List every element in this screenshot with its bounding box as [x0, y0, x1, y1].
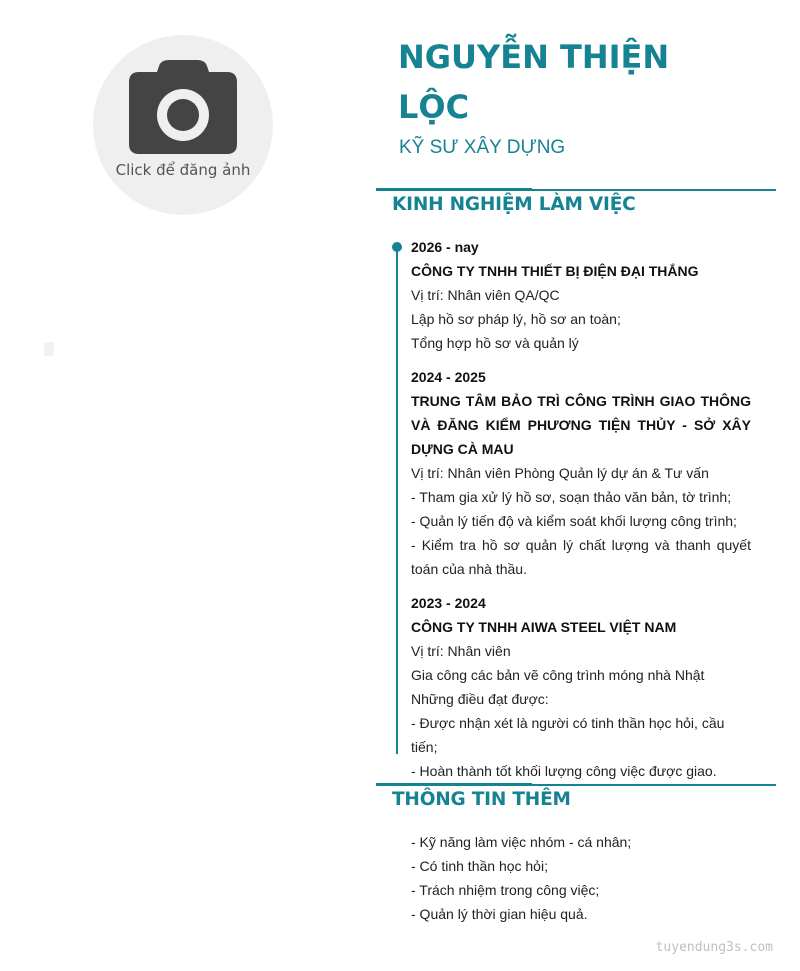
experience-company: CÔNG TY TNHH AIWA STEEL VIỆT NAM: [411, 619, 677, 635]
additional-item: - Trách nhiệm trong công việc;: [411, 882, 600, 898]
experience-line: Vị trí: Nhân viên Phòng Quản lý dự án & Tư vấn: [411, 465, 709, 481]
additional-item: - Có tinh thần học hỏi;: [411, 858, 548, 874]
experience-line: Vị trí: Nhân viên QA/QC: [411, 287, 560, 303]
experience-line: Vị trí: Nhân viên: [411, 643, 511, 659]
additional-list: [411, 830, 751, 926]
avatar-upload[interactable]: [93, 35, 273, 215]
watermark: tuyendung3s.com: [655, 940, 773, 955]
experience-company: CÔNG TY TNHH THIẾT BỊ ĐIỆN ĐẠI THẮNG: [411, 263, 699, 279]
experience-line: - Hoàn thành tốt khối lượng công việc được giao.: [411, 763, 717, 779]
additional-divider: [376, 784, 776, 786]
experience-line: Tổng hợp hồ sơ và quản lý: [411, 335, 579, 351]
avatar-caption: Click để đăng ảnh: [115, 161, 251, 179]
experience-period: 2026 - nay: [411, 239, 479, 255]
experience-line: - Quản lý tiến độ và kiểm soát khối lượng công trình;: [411, 513, 737, 529]
camera-icon: [129, 60, 237, 154]
experience-item-3: [411, 591, 751, 783]
experience-divider: [376, 189, 776, 191]
experience-company: TRUNG TÂM BẢO TRÌ CÔNG TRÌNH GIAO THÔNG VÀ ĐĂNG KIỂM PHƯƠNG TIỆN THỦY - SỞ XÂY DỰNG CÀ MAU: [411, 393, 751, 457]
experience-item-1: [411, 235, 751, 355]
faint-mark: [44, 342, 54, 356]
experience-line: - Kiểm tra hồ sơ quản lý chất lượng và thanh quyết toán của nhà thầu.: [411, 537, 751, 577]
experience-period: 2023 - 2024: [411, 595, 486, 611]
experience-item-2: [411, 365, 751, 581]
experience-period: 2024 - 2025: [411, 369, 486, 385]
experience-line: Lập hồ sơ pháp lý, hồ sơ an toàn;: [411, 311, 621, 327]
experience-line: Những điều đạt được:: [411, 691, 549, 707]
job-title: KỸ SƯ XÂY DỰNG: [399, 137, 566, 158]
candidate-name: NGUYỄN THIỆN LỘC: [398, 38, 670, 126]
experience-heading: KINH NGHIỆM LÀM VIỆC: [392, 194, 636, 215]
experience-line: - Tham gia xử lý hồ sơ, soạn thảo văn bản, tờ trình;: [411, 489, 732, 505]
additional-heading: THÔNG TIN THÊM: [392, 789, 571, 810]
timeline-dot: [392, 242, 402, 252]
additional-item: - Quản lý thời gian hiệu quả.: [411, 906, 588, 922]
experience-line: - Được nhận xét là người có tinh thần học hỏi, cầu tiến;: [411, 715, 725, 755]
additional-item: - Kỹ năng làm việc nhóm - cá nhân;: [411, 834, 632, 850]
timeline-line: [396, 246, 398, 754]
experience-line: Gia công các bản vẽ công trình móng nhà Nhật: [411, 667, 705, 683]
